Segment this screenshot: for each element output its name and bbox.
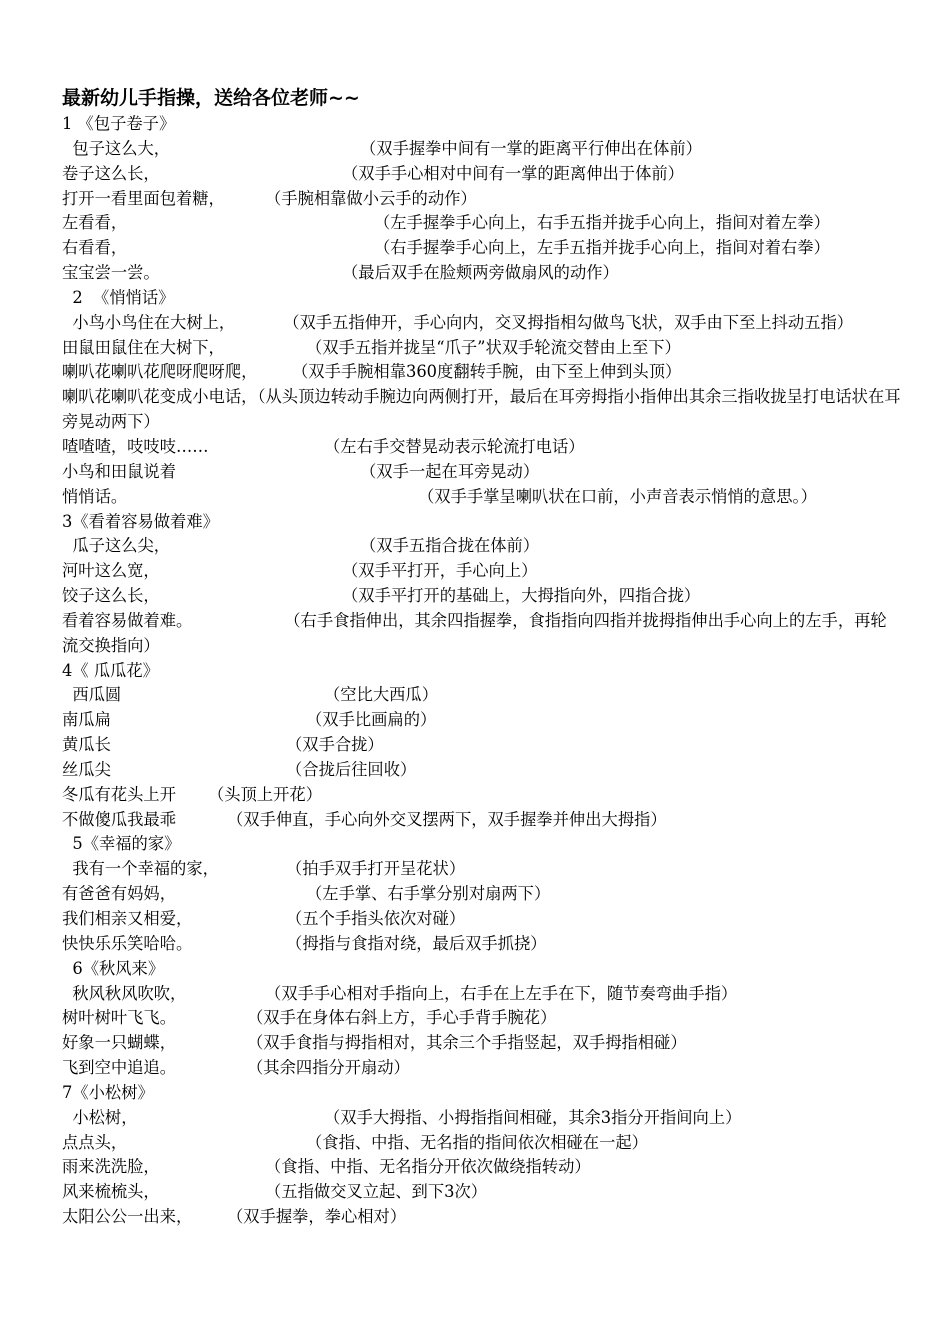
verse-line (62, 1205, 902, 1230)
verse-line (62, 534, 902, 559)
action-note: （双手伸直，手心向外交叉摆两下，双手握拳并伸出大拇指） (227, 809, 667, 829)
action-note: （双手五指合拢在体前） (360, 536, 540, 556)
section-heading-text: 7《小松树》 (62, 1082, 154, 1102)
action-note: （双手握拳中间有一掌的距离平行伸出在体前） (360, 138, 702, 158)
verse-line (62, 1031, 902, 1056)
section-heading-text: 1 《包子卷子》 (62, 114, 176, 133)
verse-text: 太阳公公一出来， (62, 1207, 193, 1227)
verse-text: 河叶这么宽， (62, 561, 160, 581)
verse-line (62, 1056, 902, 1081)
action-note: （拇指与食指对绕，最后双手抓挠） (286, 933, 547, 953)
verse-text: 卷子这么长， (62, 163, 160, 183)
section-heading (62, 957, 902, 982)
verse-text: 喳喳喳，吱吱吱…… (62, 436, 209, 456)
verse-text: 宝宝尝一尝。 (62, 263, 160, 283)
verse-line (62, 385, 902, 435)
verse-line (62, 211, 902, 236)
section-heading (62, 510, 902, 535)
action-note: （其余四指分开扇动） (247, 1058, 410, 1078)
verse-line (62, 733, 902, 758)
verse-line (62, 808, 902, 833)
verse-line (62, 683, 902, 708)
verse-line (62, 485, 902, 510)
action-note: （右手食指伸出，其余四指握拳，食指指向四指并拢拇指伸出手心向上的左手，再轮流交换指向） (62, 610, 887, 655)
verse-line (62, 336, 902, 361)
verse-line (62, 982, 902, 1007)
action-note: （双手五指伸开，手心向内，交叉拇指相勾做鸟飞状，双手由下至上抖动五指） (283, 312, 854, 332)
verse-text: 右看看， (62, 238, 128, 258)
verse-text: 悄悄话。 (62, 486, 128, 506)
verse-text: 秋风秋风吹吹， (62, 983, 187, 1003)
action-note: （五个手指头依次对碰） (286, 909, 466, 928)
verse-line (62, 1155, 902, 1180)
action-note: （手腕相靠做小云手的动作） (265, 188, 477, 208)
verse-text: 风来梳梳头， (62, 1182, 160, 1202)
verse-text: 瓜子这么尖， (62, 536, 171, 556)
section-heading-text: 4《 瓜瓜花》 (62, 660, 159, 680)
action-note: （从头顶边转动手腕边向两侧打开，最后在耳旁拇指小指伸出其余三指收拢呈打电话状在耳旁晃动两下） (62, 387, 901, 432)
action-note: （双手手掌呈喇叭状在口前，小声音表示悄悄的意思。） (418, 486, 817, 506)
verse-line (62, 559, 902, 584)
verse-line (62, 758, 902, 783)
verse-text: 看着容易做着难。 (62, 610, 193, 630)
verse-text: 左看看， (62, 213, 128, 233)
verse-line (62, 435, 902, 460)
action-note: （双手食指与拇指相对，其余三个手指竖起，双手拇指相碰） (247, 1033, 687, 1053)
verse-text: 丝瓜尖 (62, 759, 111, 779)
verse-line (62, 236, 902, 261)
verse-text: 快快乐乐笑哈哈。 (62, 933, 193, 953)
verse-text: 饺子这么长， (62, 586, 160, 606)
action-note: （拍手双手打开呈花状） (286, 859, 466, 879)
verse-text: 好象一只蝴蝶， (62, 1033, 176, 1053)
verse-text: 包子这么大， (62, 138, 171, 158)
verse-text: 飞到空中追追。 (62, 1058, 176, 1078)
verse-line (62, 360, 902, 385)
verse-text: 冬瓜有花头上开 (62, 784, 176, 804)
action-note: （双手手腕相靠360度翻转手腕，由下至上伸到头顶） (292, 362, 682, 382)
action-note: （空比大西瓜） (324, 685, 438, 705)
action-note: （食指、中指、无名指的指间依次相碰在一起） (306, 1132, 648, 1152)
action-note: （双手平打开的基础上，大拇指向外，四指合拢） (342, 586, 701, 606)
verse-line (62, 882, 902, 907)
verse-line (62, 460, 902, 485)
verse-line (62, 1131, 902, 1156)
section-heading (62, 659, 902, 684)
document (62, 84, 902, 1230)
verse-text: 南瓜扁 (62, 710, 111, 730)
action-note: （食指、中指、无名指分开依次做绕指转动） (265, 1157, 591, 1177)
section-heading-text: 5《幸福的家》 (62, 834, 181, 854)
verse-line (62, 857, 902, 882)
action-note: （双手平打开，手心向上） (342, 561, 538, 581)
verse-text: 打开一看里面包着糖， (62, 188, 225, 208)
action-note: （双手握拳，拳心相对） (227, 1207, 407, 1227)
verse-text: 喇叭花喇叭花爬呀爬呀爬， (62, 362, 258, 382)
action-note: （双手合拢） (286, 735, 384, 755)
verse-text: 不做傻瓜我最乖 (62, 809, 176, 829)
section-heading-text: 2 《悄悄话》 (62, 287, 175, 307)
verse-text: 黄瓜长 (62, 735, 111, 755)
verse-line (62, 932, 902, 957)
verse-line (62, 311, 902, 336)
section-heading-text: 3《看着容易做着难》 (62, 511, 219, 531)
action-note: （双手比画扁的） (306, 710, 437, 730)
action-note: （左右手交替晃动表示轮流打电话） (324, 436, 585, 456)
verse-line (62, 261, 902, 286)
verse-line (62, 1106, 902, 1131)
action-note: （头顶上开花） (208, 784, 322, 804)
action-note: （双手手心相对中间有一掌的距离伸出于体前） (342, 163, 684, 183)
verse-text: 树叶树叶飞飞。 (62, 1008, 176, 1028)
verse-line (62, 162, 902, 187)
verse-line (62, 1180, 902, 1205)
section-heading (62, 832, 902, 857)
verse-text: 喇叭花喇叭花变成小电话， (62, 387, 258, 407)
section-heading (62, 1081, 902, 1106)
verse-line (62, 708, 902, 733)
verse-text: 我们相亲又相爱， (62, 909, 193, 928)
verse-text: 西瓜圆 (62, 685, 122, 705)
section-heading (62, 286, 902, 311)
section-heading (62, 112, 902, 137)
action-note: （双手五指并拢呈“爪子”状双手轮流交替由上至下） (306, 337, 681, 357)
verse-line (62, 907, 902, 932)
verse-line (62, 584, 902, 609)
action-note: （双手在身体右斜上方，手心手背手腕花） (247, 1008, 557, 1028)
section-heading-text: 6《秋风来》 (62, 958, 165, 978)
action-note: （左手握拳手心向上，右手五指并拢手心向上，指间对着左拳） (374, 213, 830, 233)
verse-line (62, 783, 902, 808)
action-note: （双手大拇指、小拇指指间相碰，其余3指分开指间向上） (324, 1107, 742, 1127)
action-note: （最后双手在脸颊两旁做扇风的动作） (342, 263, 619, 283)
action-note: （五指做交叉立起、到下3次） (265, 1182, 488, 1202)
document-title: 最新幼儿手指操，送给各位老师~~ (62, 87, 360, 109)
verse-text: 我有一个幸福的家， (62, 859, 219, 879)
verse-text: 小松树， (62, 1107, 138, 1127)
verse-text: 有爸爸有妈妈， (62, 884, 176, 904)
action-note: （双手手心相对手指向上，右手在上左手在下，随节奏弯曲手指） (265, 983, 738, 1003)
verse-line (62, 137, 902, 162)
verse-line (62, 1006, 902, 1031)
verse-text: 田鼠田鼠住在大树下， (62, 337, 225, 357)
action-note: （左手掌、右手掌分别对扇两下） (306, 884, 551, 904)
verse-text: 小鸟和田鼠说着 (62, 461, 176, 481)
verse-text: 雨来洗洗脸， (62, 1157, 160, 1177)
verse-text: 点点头， (62, 1132, 128, 1152)
verse-line (62, 187, 902, 212)
verse-line (62, 609, 902, 659)
verse-text: 小鸟小鸟住在大树上， (62, 312, 236, 332)
action-note: （合拢后往回收） (286, 759, 417, 779)
action-note: （右手握拳手心向上，左手五指并拢手心向上，指间对着右拳） (374, 238, 830, 258)
action-note: （双手一起在耳旁晃动） (360, 461, 540, 481)
